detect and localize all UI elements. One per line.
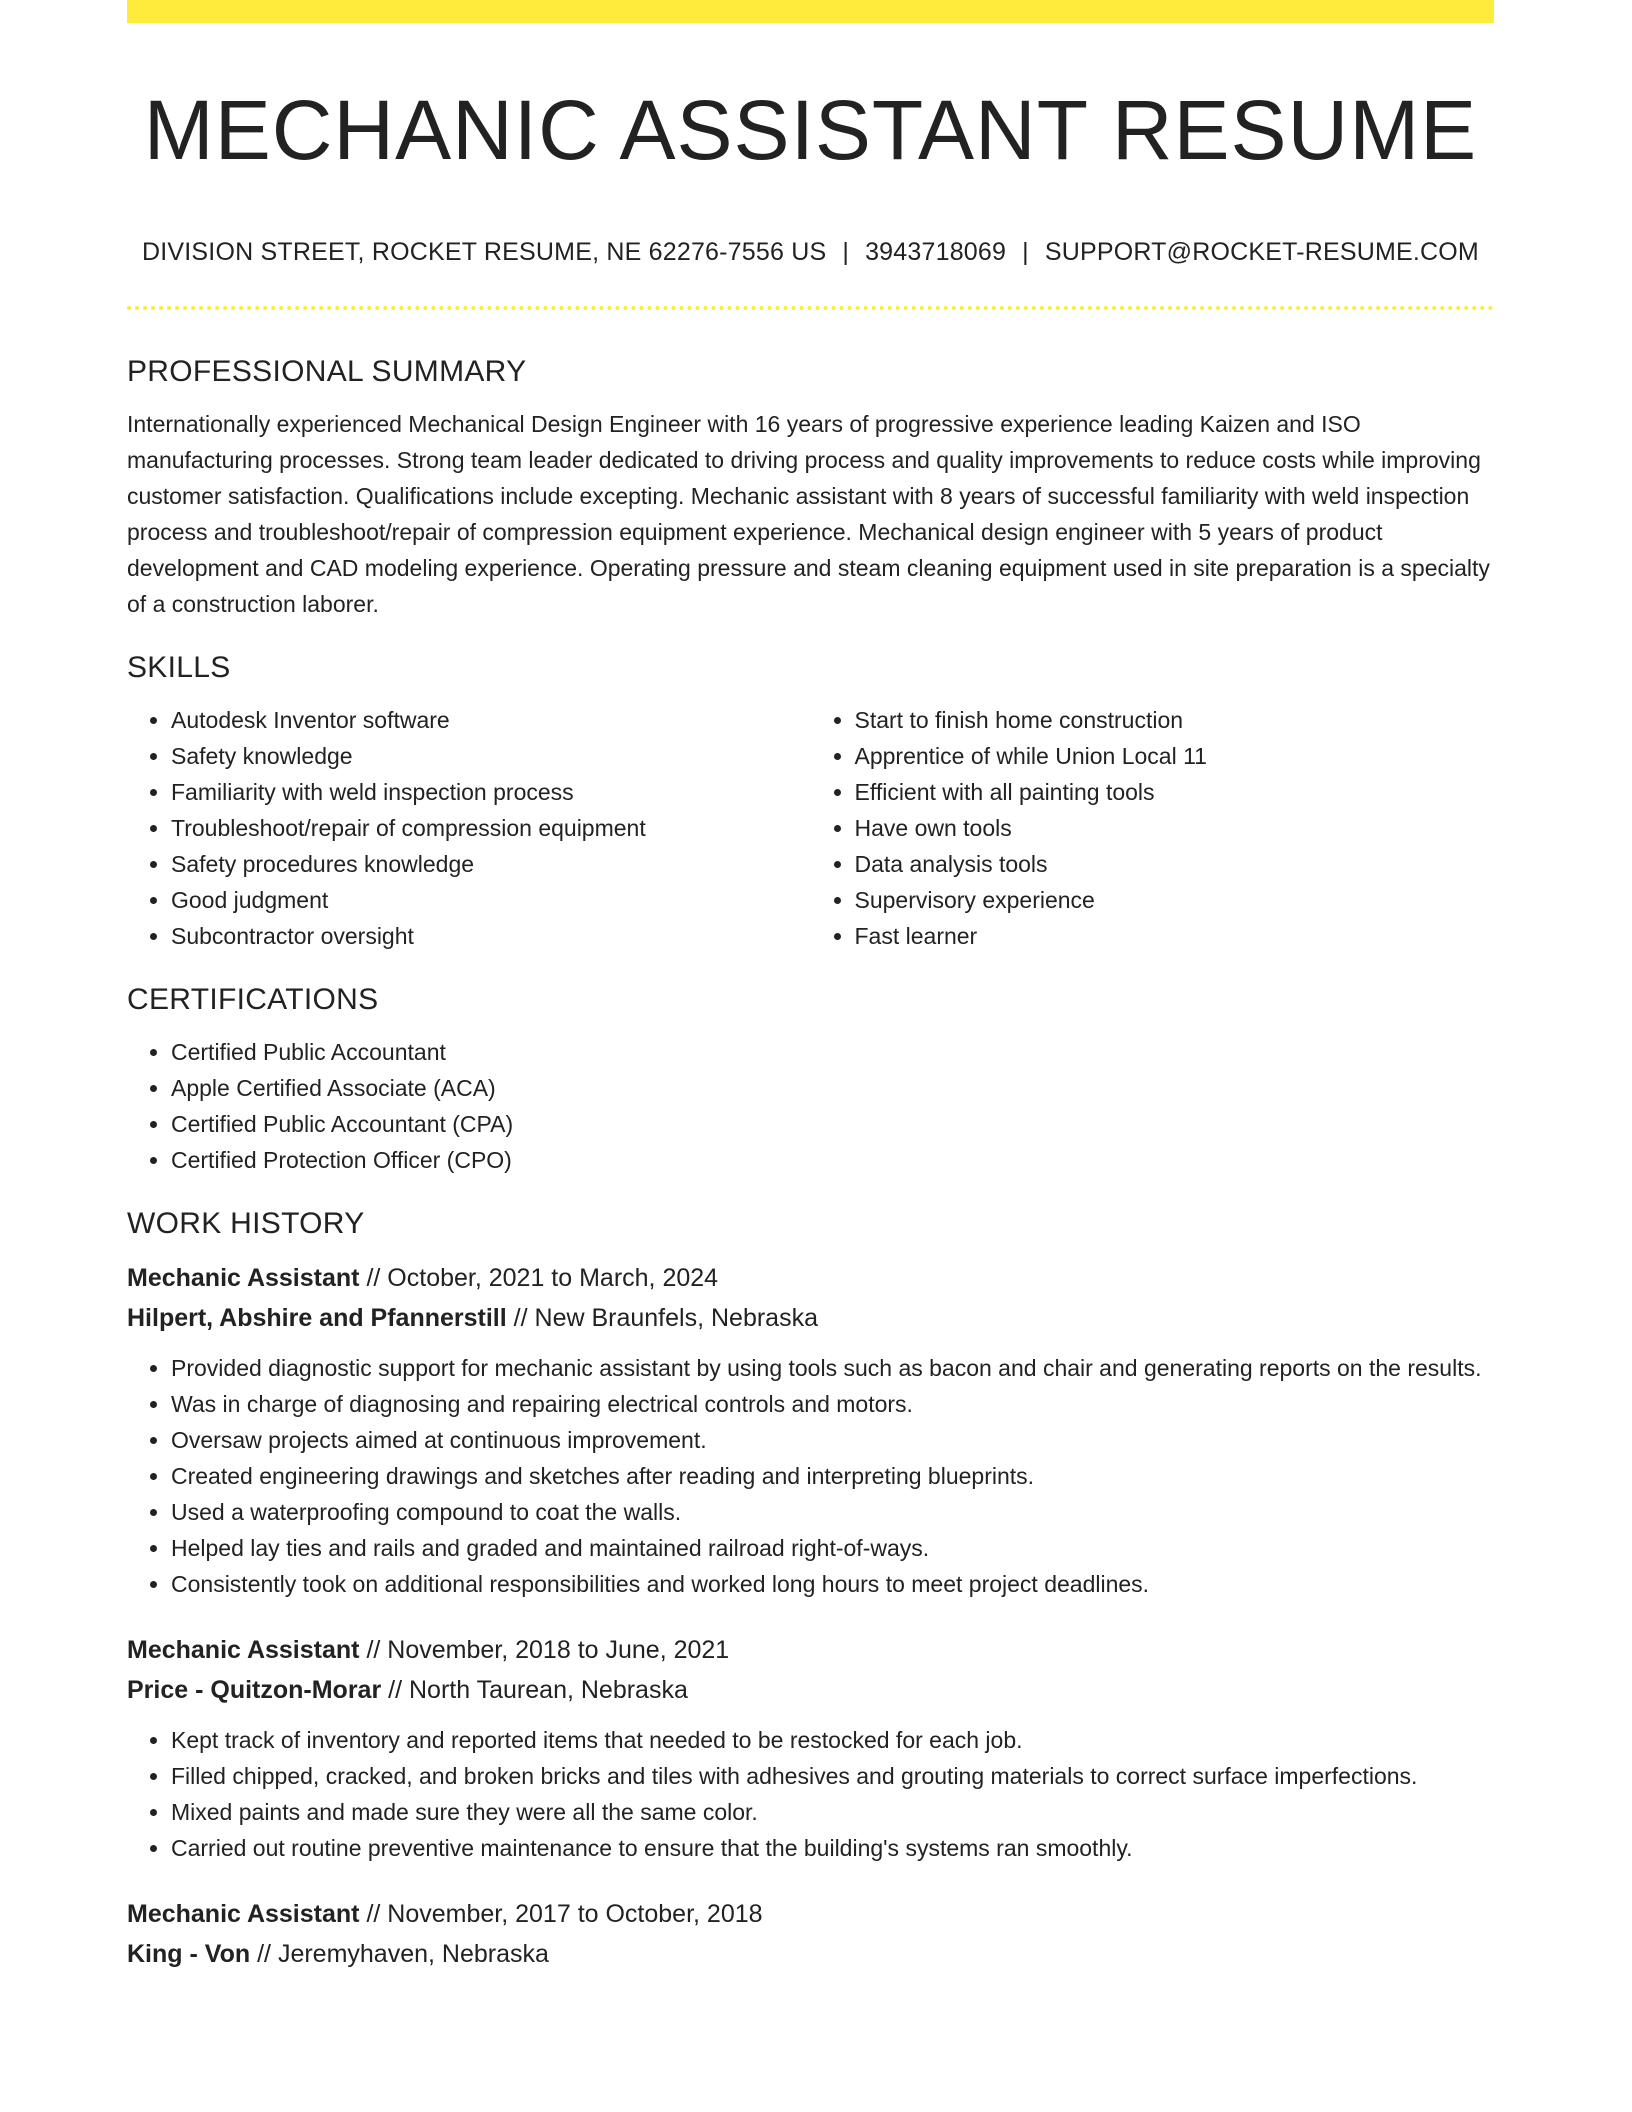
job-divider: // [513, 1304, 528, 1332]
certification-item: • Certified Public Accountant (CPA) [171, 1106, 1494, 1142]
job-bullet: • Provided diagnostic support for mechanic assistant by using tools such as bacon and chair and generating reports on the results. [171, 1350, 1494, 1386]
job-bullet: • Consistently took on additional responsibilities and worked long hours to meet project deadlines. [171, 1566, 1494, 1602]
skill-item: • Familiarity with weld inspection process [171, 774, 811, 810]
section-heading: SKILLS [127, 651, 231, 684]
job-bullet: • Created engineering drawings and sketches after reading and interpreting blueprints. [171, 1458, 1494, 1494]
certification-item: • Apple Certified Associate (ACA) [171, 1070, 1494, 1106]
job-divider: // [366, 1636, 381, 1664]
contact-separator: | [1022, 238, 1029, 266]
skill-item: • Fast learner [855, 918, 1495, 954]
skill-item: • Subcontractor oversight [171, 918, 811, 954]
contact-separator: | [842, 238, 850, 266]
skill-item: • Apprentice of while Union Local 11 [855, 738, 1495, 774]
skills-list-left [127, 702, 811, 954]
section-heading: PROFESSIONAL SUMMARY [127, 355, 527, 388]
job-bullet: • Kept track of inventory and reported items that needed to be restocked for each job. [171, 1722, 1494, 1758]
job-bullet: • Carried out routine preventive maintenance to ensure that the building's systems ran smoothly. [171, 1830, 1494, 1866]
job-company-line [127, 1934, 1494, 1974]
job-bullet: • Oversaw projects aimed at continuous improvement. [171, 1422, 1494, 1458]
resume-title: MECHANIC ASSISTANT RESUME [143, 83, 1478, 177]
skill-item: • Start to finish home construction [855, 702, 1495, 738]
job-bullet: • Was in charge of diagnosing and repairing electrical controls and motors. [171, 1386, 1494, 1422]
job-company: Price - Quitzon-Morar [127, 1676, 382, 1704]
certification-item: • Certified Public Accountant [171, 1034, 1494, 1070]
job-bullets [127, 1722, 1494, 1866]
skills-list-right [811, 702, 1495, 954]
job-bullet: • Helped lay ties and rails and graded and maintained railroad right-of-ways. [171, 1530, 1494, 1566]
job-divider: // [366, 1900, 381, 1928]
work-history-section [127, 1200, 1494, 1974]
address: DIVISION STREET, ROCKET RESUME, NE 62276-7556 US [142, 238, 827, 266]
job-bullet: • Filled chipped, cracked, and broken bricks and tiles with adhesives and grouting materials to correct surface imperfections. [171, 1758, 1494, 1794]
skill-item: • Data analysis tools [855, 846, 1495, 882]
job-dates: November, 2018 to June, 2021 [387, 1636, 730, 1664]
skill-item: • Good judgment [171, 882, 811, 918]
skills-columns [127, 702, 1494, 954]
job-company-line [127, 1670, 1494, 1710]
dotted-divider [127, 306, 1494, 310]
job-company-line [127, 1298, 1494, 1338]
job-entry [127, 1894, 1494, 1974]
job-bullet: • Used a waterproofing compound to coat the walls. [171, 1494, 1494, 1530]
skill-item: • Have own tools [855, 810, 1495, 846]
job-entry [127, 1630, 1494, 1866]
job-title: Mechanic Assistant [127, 1636, 360, 1664]
certification-item: • Certified Protection Officer (CPO) [171, 1142, 1494, 1178]
job-title: Mechanic Assistant [127, 1264, 360, 1292]
job-location: North Taurean, Nebraska [409, 1676, 688, 1704]
job-location: New Braunfels, Nebraska [534, 1304, 818, 1332]
skill-item: • Supervisory experience [855, 882, 1495, 918]
job-divider: // [257, 1940, 271, 1968]
certifications-section [127, 976, 1494, 1178]
summary-text: Internationally experienced Mechanical Design Engineer with 16 years of progressive experience leading Kaizen and ISO manufacturing processes. Strong team leader dedicated to driving process and quality improvements to reduce costs while improving customer satisfaction. Qualifications include excepting. Mechanic assistant with 8 years of successful familiarity with weld inspection process and troubleshoot/repair of compression equipment experience. Mechanical design engineer with 5 years of product development and CAD modeling experience. Operating pressure and steam cleaning equipment used in site preparation is a specialty of a construction laborer. [127, 411, 1490, 617]
job-dates: November, 2017 to October, 2018 [387, 1900, 763, 1928]
job-title-line [127, 1894, 1494, 1934]
job-title: Mechanic Assistant [127, 1900, 360, 1928]
job-entry [127, 1258, 1494, 1602]
skills-section [127, 644, 1494, 954]
contact-line [127, 236, 1494, 268]
section-heading: CERTIFICATIONS [127, 983, 379, 1016]
job-company: Hilpert, Abshire and Pfannerstill [127, 1304, 507, 1332]
accent-bar [127, 0, 1494, 23]
job-divider: // [388, 1676, 403, 1704]
section-heading: WORK HISTORY [127, 1207, 365, 1240]
job-company: King - Von [127, 1940, 251, 1968]
certifications-list [127, 1034, 1494, 1178]
job-bullets [127, 1350, 1494, 1602]
professional-summary-section [127, 348, 1494, 622]
skill-item: • Autodesk Inventor software [171, 702, 811, 738]
resume-content [127, 348, 1494, 1974]
skill-item: • Troubleshoot/repair of compression equipment [171, 810, 811, 846]
job-title-line [127, 1630, 1494, 1670]
job-location: Jeremyhaven, Nebraska [277, 1940, 549, 1968]
job-bullet: • Mixed paints and made sure they were all the same color. [171, 1794, 1494, 1830]
job-title-line [127, 1258, 1494, 1298]
email: SUPPORT@ROCKET-RESUME.COM [1044, 238, 1479, 266]
phone: 3943718069 [865, 238, 1007, 266]
resume-page [127, 0, 1494, 1968]
job-dates: October, 2021 to March, 2024 [387, 1264, 719, 1292]
skill-item: • Safety procedures knowledge [171, 846, 811, 882]
job-divider: // [366, 1264, 381, 1292]
skill-item: • Efficient with all painting tools [855, 774, 1495, 810]
skill-item: • Safety knowledge [171, 738, 811, 774]
